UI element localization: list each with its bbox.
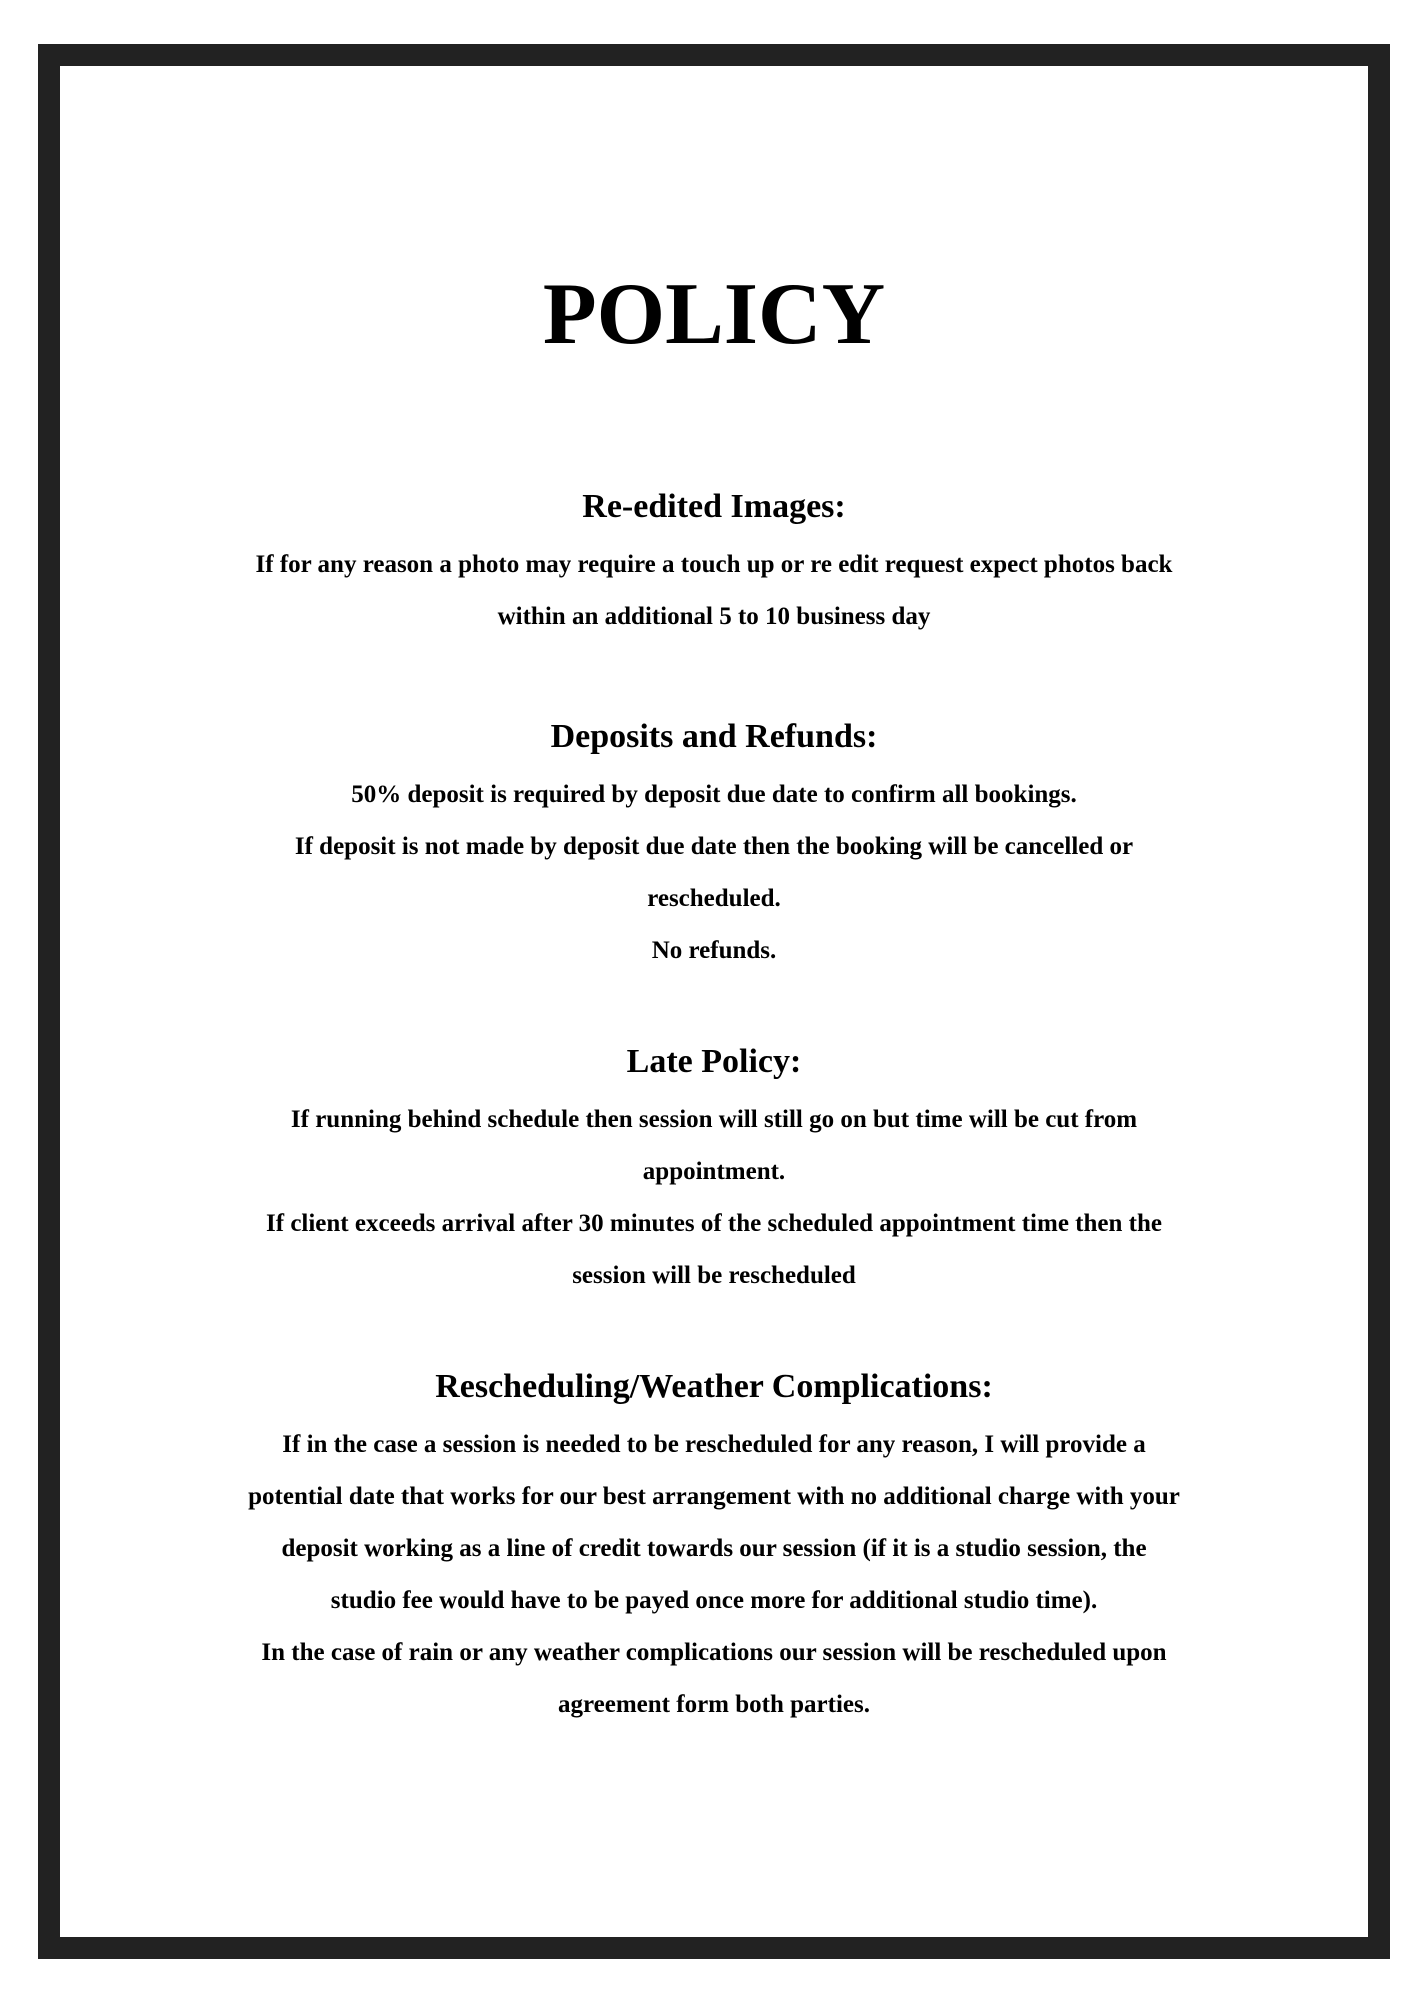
section-line: session will be rescheduled — [572, 1261, 856, 1289]
section-line: rescheduled. — [647, 884, 781, 912]
section-line: No refunds. — [651, 936, 777, 964]
section-line: studio fee would have to be payed once more for additional studio time). — [330, 1586, 1098, 1614]
section-line: appointment. — [642, 1157, 786, 1185]
page-title: POLICY — [542, 266, 886, 363]
section-re-edited-images — [210, 486, 1218, 643]
section-line: agreement form both parties. — [558, 1690, 870, 1718]
section-line: within an additional 5 to 10 business day — [497, 602, 931, 630]
section-line: If deposit is not made by deposit due date then the booking will be cancelled or — [294, 832, 1134, 860]
section-line: If in the case a session is needed to be rescheduled for any reason, I will provide a — [282, 1430, 1146, 1458]
section-heading: Rescheduling/Weather Complications: — [435, 1368, 993, 1405]
section-late-policy — [210, 1041, 1218, 1302]
section-line: deposit working as a line of credit towards our session (if it is a studio session, the — [281, 1534, 1147, 1562]
section-line: If running behind schedule then session will still go on but time will be cut from — [290, 1105, 1138, 1133]
section-heading: Late Policy: — [626, 1043, 802, 1080]
section-line: If client exceeds arrival after 30 minutes of the scheduled appointment time then the — [266, 1209, 1162, 1237]
section-heading: Re-edited Images: — [582, 488, 846, 525]
section-heading: Deposits and Refunds: — [550, 718, 878, 755]
section-rescheduling-weather — [210, 1366, 1218, 1731]
section-line: In the case of rain or any weather complications our session will be rescheduled upon — [261, 1638, 1167, 1666]
page-border-frame — [38, 44, 1390, 1959]
section-line: potential date that works for our best arrangement with no additional charge with your — [248, 1482, 1180, 1510]
section-line: 50% deposit is required by deposit due date to confirm all bookings. — [351, 780, 1077, 808]
section-deposits-and-refunds — [210, 716, 1218, 977]
section-line: If for any reason a photo may require a touch up or re edit request expect photos back — [255, 550, 1173, 578]
